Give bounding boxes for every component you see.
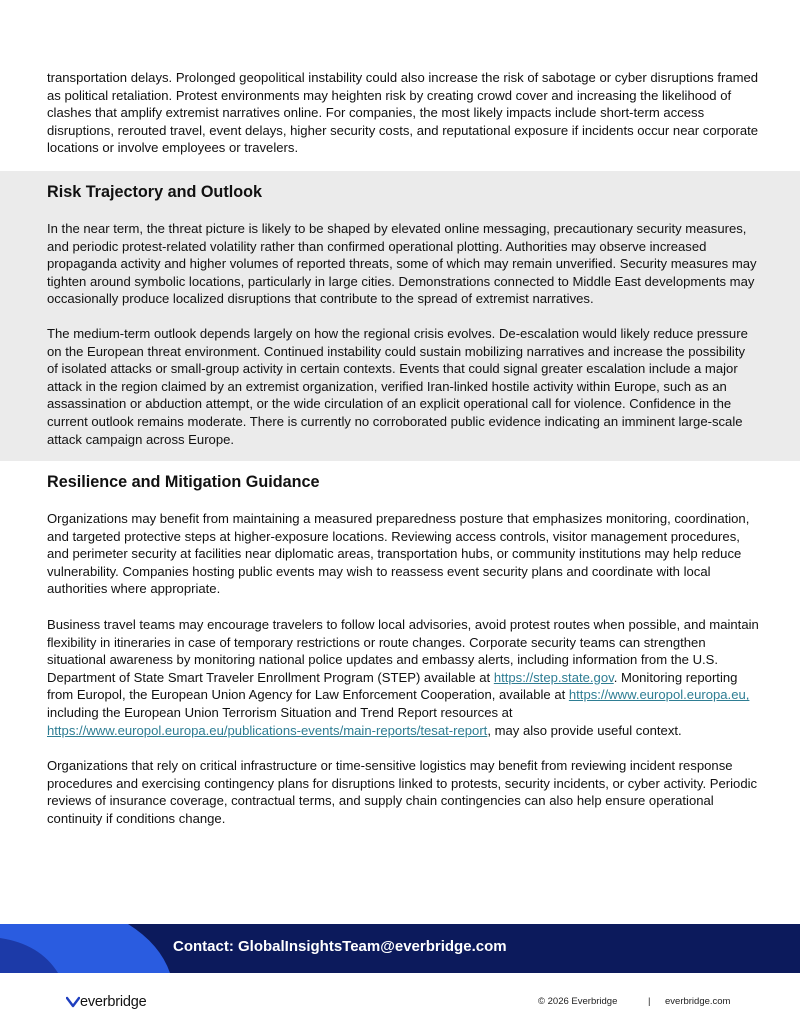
footer-website-link[interactable]: everbridge.com xyxy=(665,996,731,1007)
everbridge-logo-text: everbridge xyxy=(80,994,147,1010)
everbridge-logo-mark-icon xyxy=(66,995,80,1009)
risk-section-heading: Risk Trajectory and Outlook xyxy=(47,183,262,201)
resilience-paragraph-2-text-4: , may also provide useful context. xyxy=(487,722,682,738)
resilience-paragraph-2-text-3: including the European Union Terrorism Situation and Trend Report resources at xyxy=(47,704,513,720)
resilience-paragraph-1: Organizations may benefit from maintaining a measured preparedness posture that emphasizes monitoring, coordination, and targeted protective steps at higher-exposure locations. Reviewing access controls, visitor management procedures, and perimeter security at facilities near diplomatic areas, transportation hubs, or community institutions may help reduce vulnerability. Companies hosting public events may wish to reassess event security plans and coordinate with local authorities where appropriate. xyxy=(47,511,750,597)
step-state-gov-link[interactable]: https://step.state.gov xyxy=(493,669,614,685)
europol-link[interactable]: https://www.europol.europa.eu, xyxy=(568,687,750,703)
risk-paragraph-1: In the near term, the threat picture is likely to be shaped by elevated online messaging, precautionary security measures, and periodic protest-related volatility rather than confirmed operational plotting. Authorities may observe increased propaganda activity and higher volumes of reported threats, some of which may remain unverified. Security measures may tighten around symbolic locations, particularly in large cities. Demonstrations connected to Middle East developments may occasionally produce localized disruptions that contribute to the spread of extremist narratives. xyxy=(47,221,757,307)
risk-paragraph-2: The medium-term outlook depends largely on how the regional crisis evolves. De-escalation would likely reduce pressure on the European threat environment. Continued instability could sustain mobilizing narratives and increase the possibility of isolated attacks or small-group activity in certain contexts. Events that could signal greater escalation include a major attack in the region claimed by an extremist organization, verified Iran-linked hostile activity within Europe, such as an assassination or abduction attempt, or the wide circulation of an explicit operational call for violence. Confidence in the current outlook remains moderate. There is currently no corroborated public evidence indicating an imminent large-scale attack campaign across Europe. xyxy=(47,326,748,447)
footer-separator: | xyxy=(648,996,651,1007)
contact-email-text[interactable]: Contact: GlobalInsightsTeam@everbridge.com xyxy=(173,938,507,955)
intro-paragraph: transportation delays. Prolonged geopolitical instability could also increase the risk of sabotage or cyber disruptions framed as political retaliation. Protest environments may heighten risk by creating crowd cover and increasing the likelihood of clashes that amplify extremist narratives online. For companies, the most likely impacts include short-term access disruptions, rerouted travel, event delays, higher security costs, and reputational exposure if incidents occur near corporate locations or involve employees or travelers. xyxy=(47,70,759,156)
footer-copyright: © 2026 Everbridge xyxy=(538,996,618,1007)
contact-banner xyxy=(0,924,800,973)
resilience-paragraph-2 xyxy=(47,616,759,739)
resilience-paragraph-3: Organizations that rely on critical infrastructure or time-sensitive logistics may benefit from reviewing incident response procedures and exercising contingency plans for disruptions linked to protests, security incidents, or cyber activity. Periodic reviews of insurance coverage, contractual terms, and supply chain contingencies can also help ensure operational continuity if conditions change. xyxy=(47,758,758,826)
resilience-section-heading: Resilience and Mitigation Guidance xyxy=(47,473,320,491)
everbridge-logo xyxy=(66,991,147,1013)
resilience-paragraph-2-text-2: . Monitoring reporting from Europol, the European Union Agency for Law Enforcement Cooperation, available at xyxy=(47,669,738,703)
tesat-report-link[interactable]: https://www.europol.europa.eu/publications-events/main-reports/tesat-report xyxy=(47,722,488,738)
resilience-paragraph-2-text-1: Business travel teams may encourage travelers to follow local advisories, avoid protest routes when possible, and maintain flexibility in itineraries in case of temporary restrictions or route changes. Corporate security teams can strengthen situational awareness by monitoring national police updates and embassy alerts, including information from the U.S. Department of State Smart Traveler Enrollment Program (STEP) available at xyxy=(47,617,759,685)
